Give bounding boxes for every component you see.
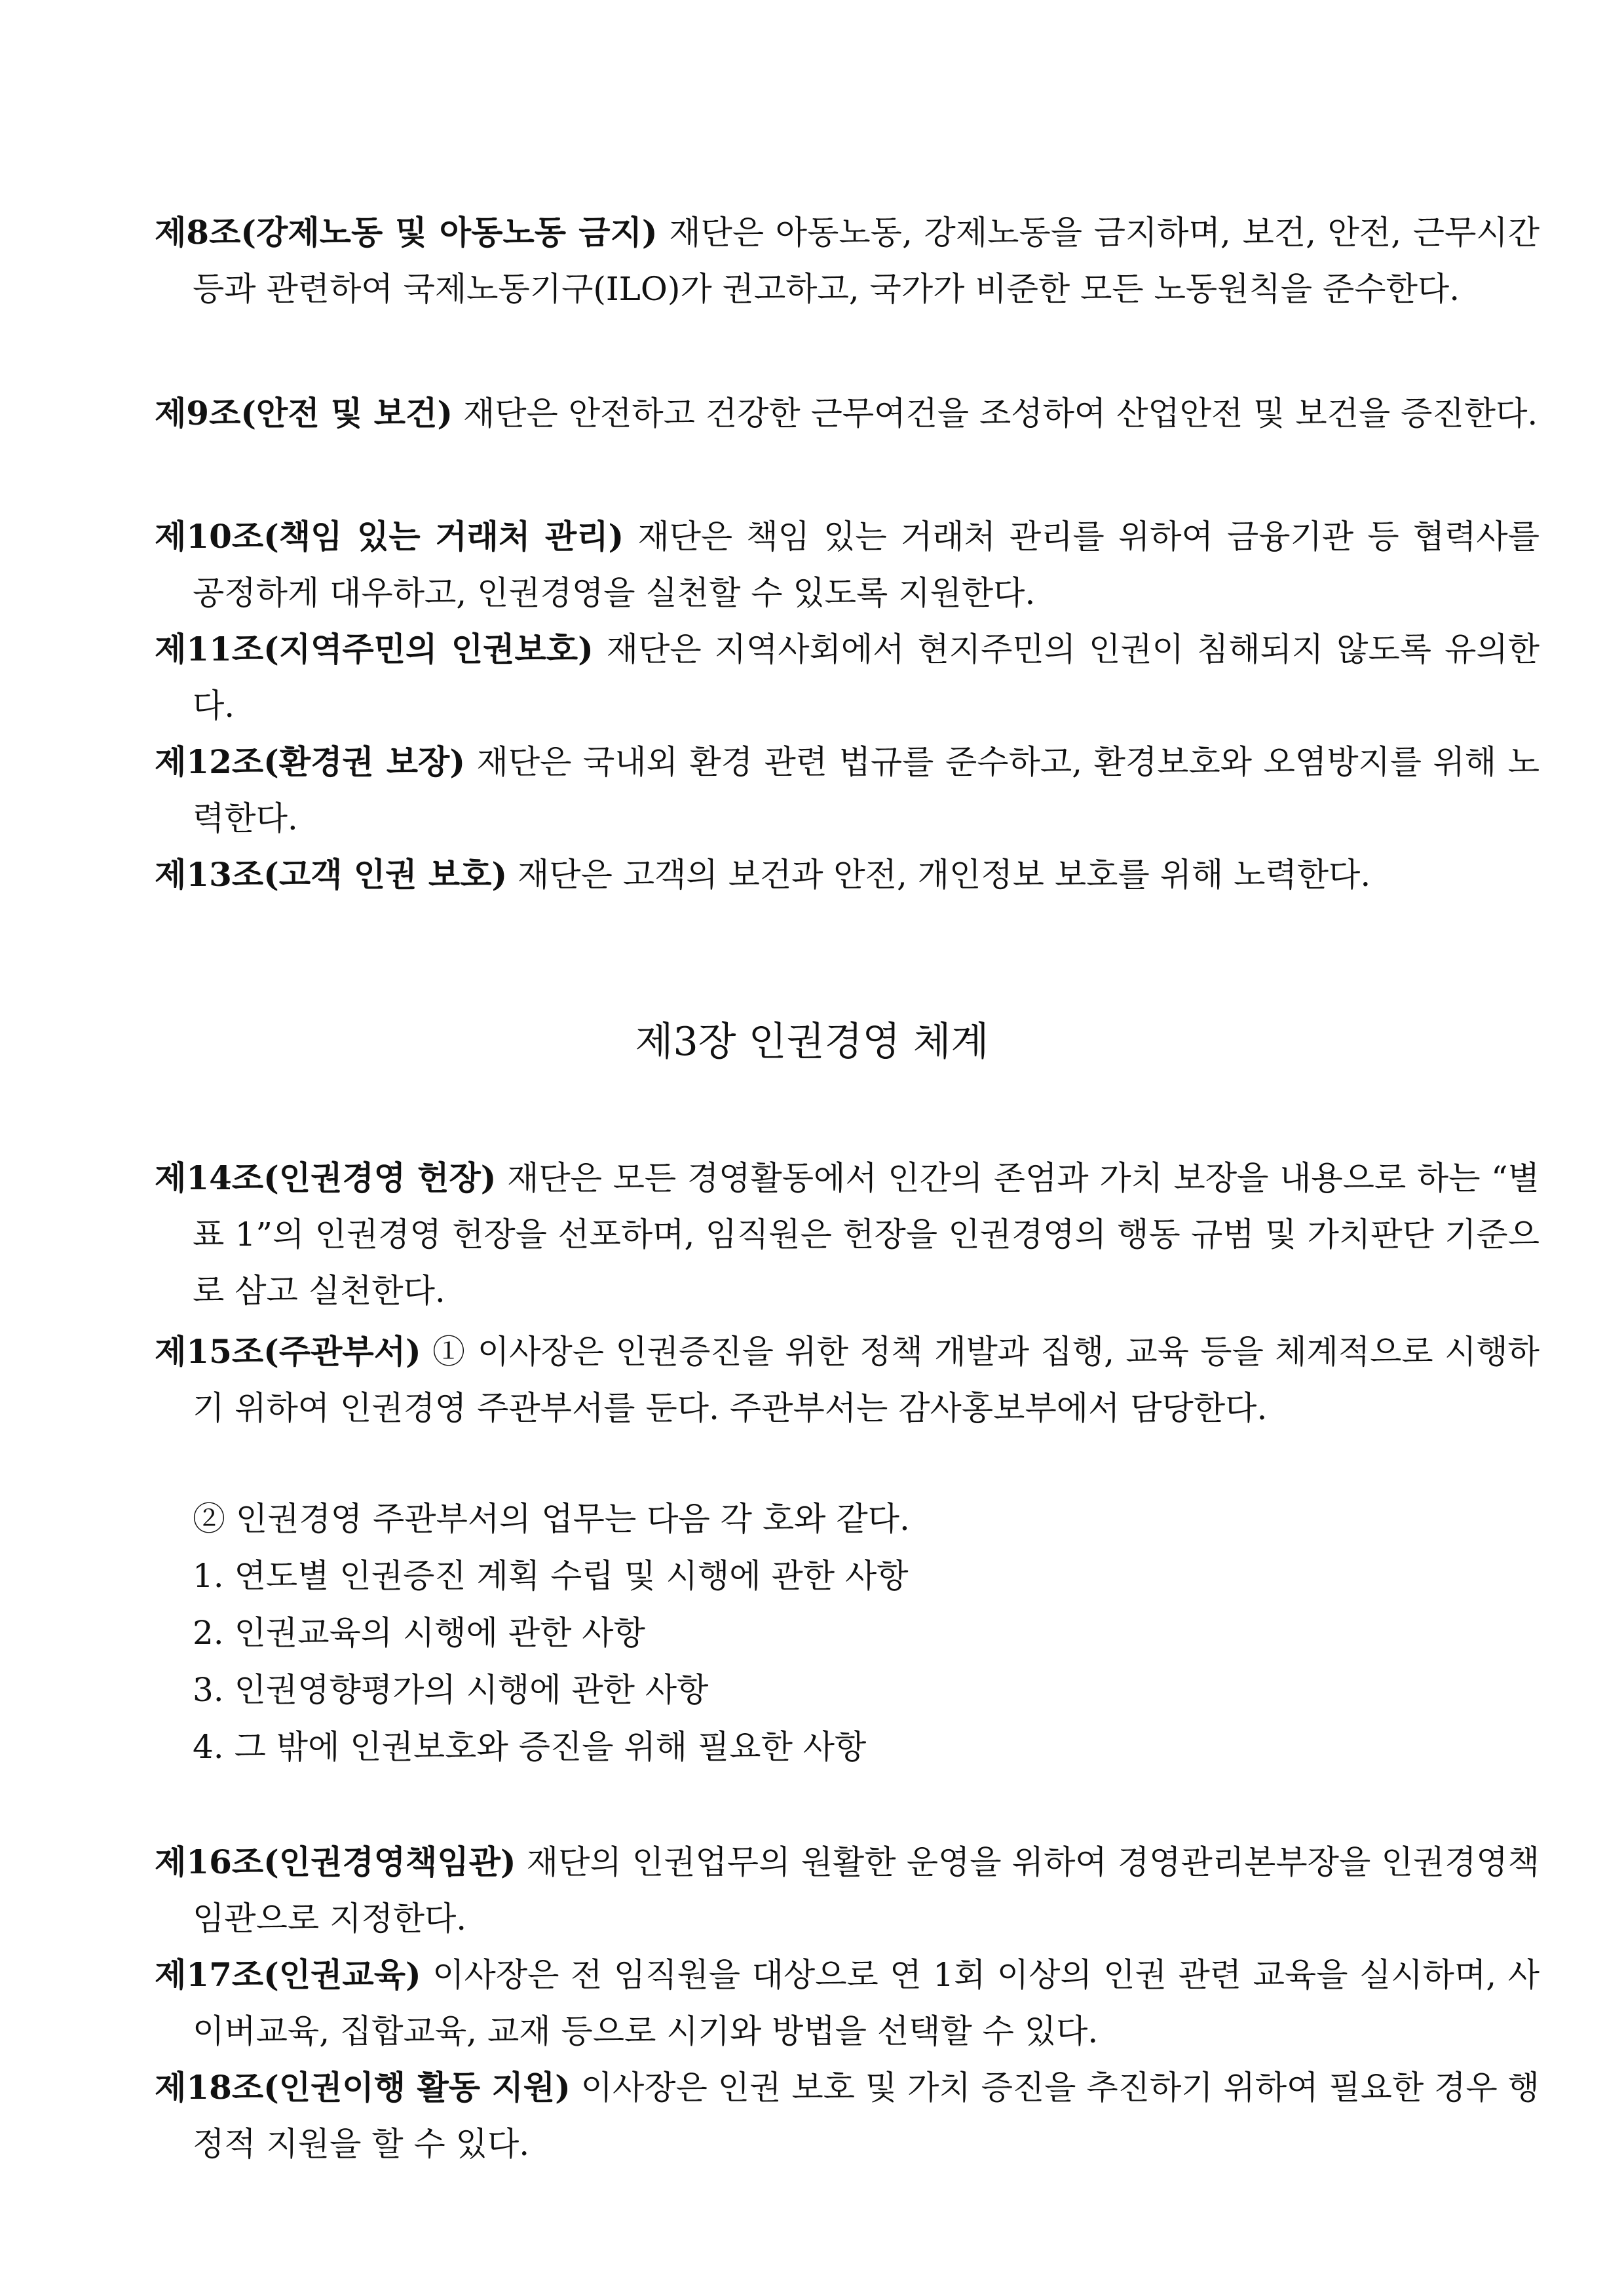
article-body: 이사장은 인권 보호 및 가치 증진을 추진하기 위하여 필요한 경우 행정적 지원을 할 수 있다.	[193, 2069, 1539, 2163]
article-body: 이사장은 전 임직원을 대상으로 연 1회 이상의 인권 관련 교육을 실시하며, 사이버교육, 집합교육, 교재 등으로 시기와 방법을 선택할 수 있다.	[193, 1956, 1539, 2050]
article-13	[155, 847, 1539, 903]
article-heading: 제9조(안전 및 보건)	[155, 394, 453, 432]
article-heading: 제8조(강제노동 및 아동노동 금지)	[155, 213, 658, 252]
article-body: 재단은 책임 있는 거래처 관리를 위하여 금융기관 등 협력사를 공정하게 대우하고, 인권경영을 실천할 수 있도록 지원한다.	[193, 518, 1540, 612]
article-15	[155, 1324, 1539, 1436]
article-10	[155, 508, 1539, 621]
chapter-title: 제3장 인권경영 체계	[635, 1019, 989, 1065]
list-item: 4. 그 밖에 인권보호와 증진을 위해 필요한 사항	[193, 1728, 867, 1766]
article-heading: 제16조(인권경영책임관)	[155, 1843, 516, 1881]
article-14	[155, 1150, 1539, 1319]
article-15-paragraph-2: ② 인권경영 주관부서의 업무는 다음 각 호와 같다.	[193, 1500, 910, 1538]
article-11	[155, 621, 1539, 734]
article-body: 재단은 모든 경영활동에서 인간의 존엄과 가치 보장을 내용으로 하는 “별표 1”의 인권경영 헌장을 선포하며, 임직원은 헌장을 인권경영의 행동 규범 및 가치판단 기준으로 삼고 실천한다.	[193, 1159, 1539, 1310]
article-heading: 제18조(인권이행 활동 지원)	[155, 2068, 571, 2107]
article-heading: 제17조(인권교육)	[155, 1955, 421, 1994]
article-9	[155, 385, 1539, 442]
list-item: 3. 인권영향평가의 시행에 관한 사항	[193, 1671, 709, 1709]
article-18	[155, 2059, 1539, 2172]
article-body: 재단의 인권업무의 원활한 운영을 위하여 경영관리본부장을 인권경영책임관으로 지정한다.	[193, 1843, 1539, 1938]
article-heading: 제15조(주관부서)	[155, 1332, 421, 1371]
list-item: 1. 연도별 인권증진 계획 수립 및 시행에 관한 사항	[193, 1557, 909, 1595]
article-body: 재단은 아동노동, 강제노동을 금지하며, 보건, 안전, 근무시간 등과 관련하여 국제노동기구(ILO)가 권고하고, 국가가 비준한 모든 노동원칙을 준수한다.	[193, 214, 1539, 308]
article-17	[155, 1947, 1539, 2059]
article-16	[155, 1834, 1539, 1947]
article-heading: 제13조(고객 인권 보호)	[155, 855, 508, 894]
article-8	[155, 204, 1539, 317]
article-heading: 제11조(지역주민의 인권보호)	[155, 630, 594, 668]
article-body: 재단은 안전하고 건강한 근무여건을 조성하여 산업안전 및 보건을 증진한다.	[453, 394, 1538, 432]
article-body: ① 이사장은 인권증진을 위한 정책 개발과 집행, 교육 등을 체계적으로 시행하기 위하여 인권경영 주관부서를 둔다. 주관부서는 감사홍보부에서 담당한다.	[193, 1333, 1539, 1427]
article-body: 재단은 국내외 환경 관련 법규를 준수하고, 환경보호와 오염방지를 위해 노력한다.	[193, 743, 1540, 837]
article-12	[155, 734, 1539, 847]
list-item: 2. 인권교육의 시행에 관한 사항	[193, 1614, 645, 1652]
article-heading: 제12조(환경권 보장)	[155, 742, 466, 781]
article-heading: 제14조(인권경영 헌장)	[155, 1158, 497, 1197]
article-body: 재단은 지역사회에서 현지주민의 인권이 침해되지 않도록 유의한다.	[193, 630, 1539, 725]
article-heading: 제10조(책임 있는 거래처 관리)	[155, 517, 624, 556]
article-body: 재단은 고객의 보건과 안전, 개인정보 보호를 위해 노력한다.	[507, 856, 1371, 894]
